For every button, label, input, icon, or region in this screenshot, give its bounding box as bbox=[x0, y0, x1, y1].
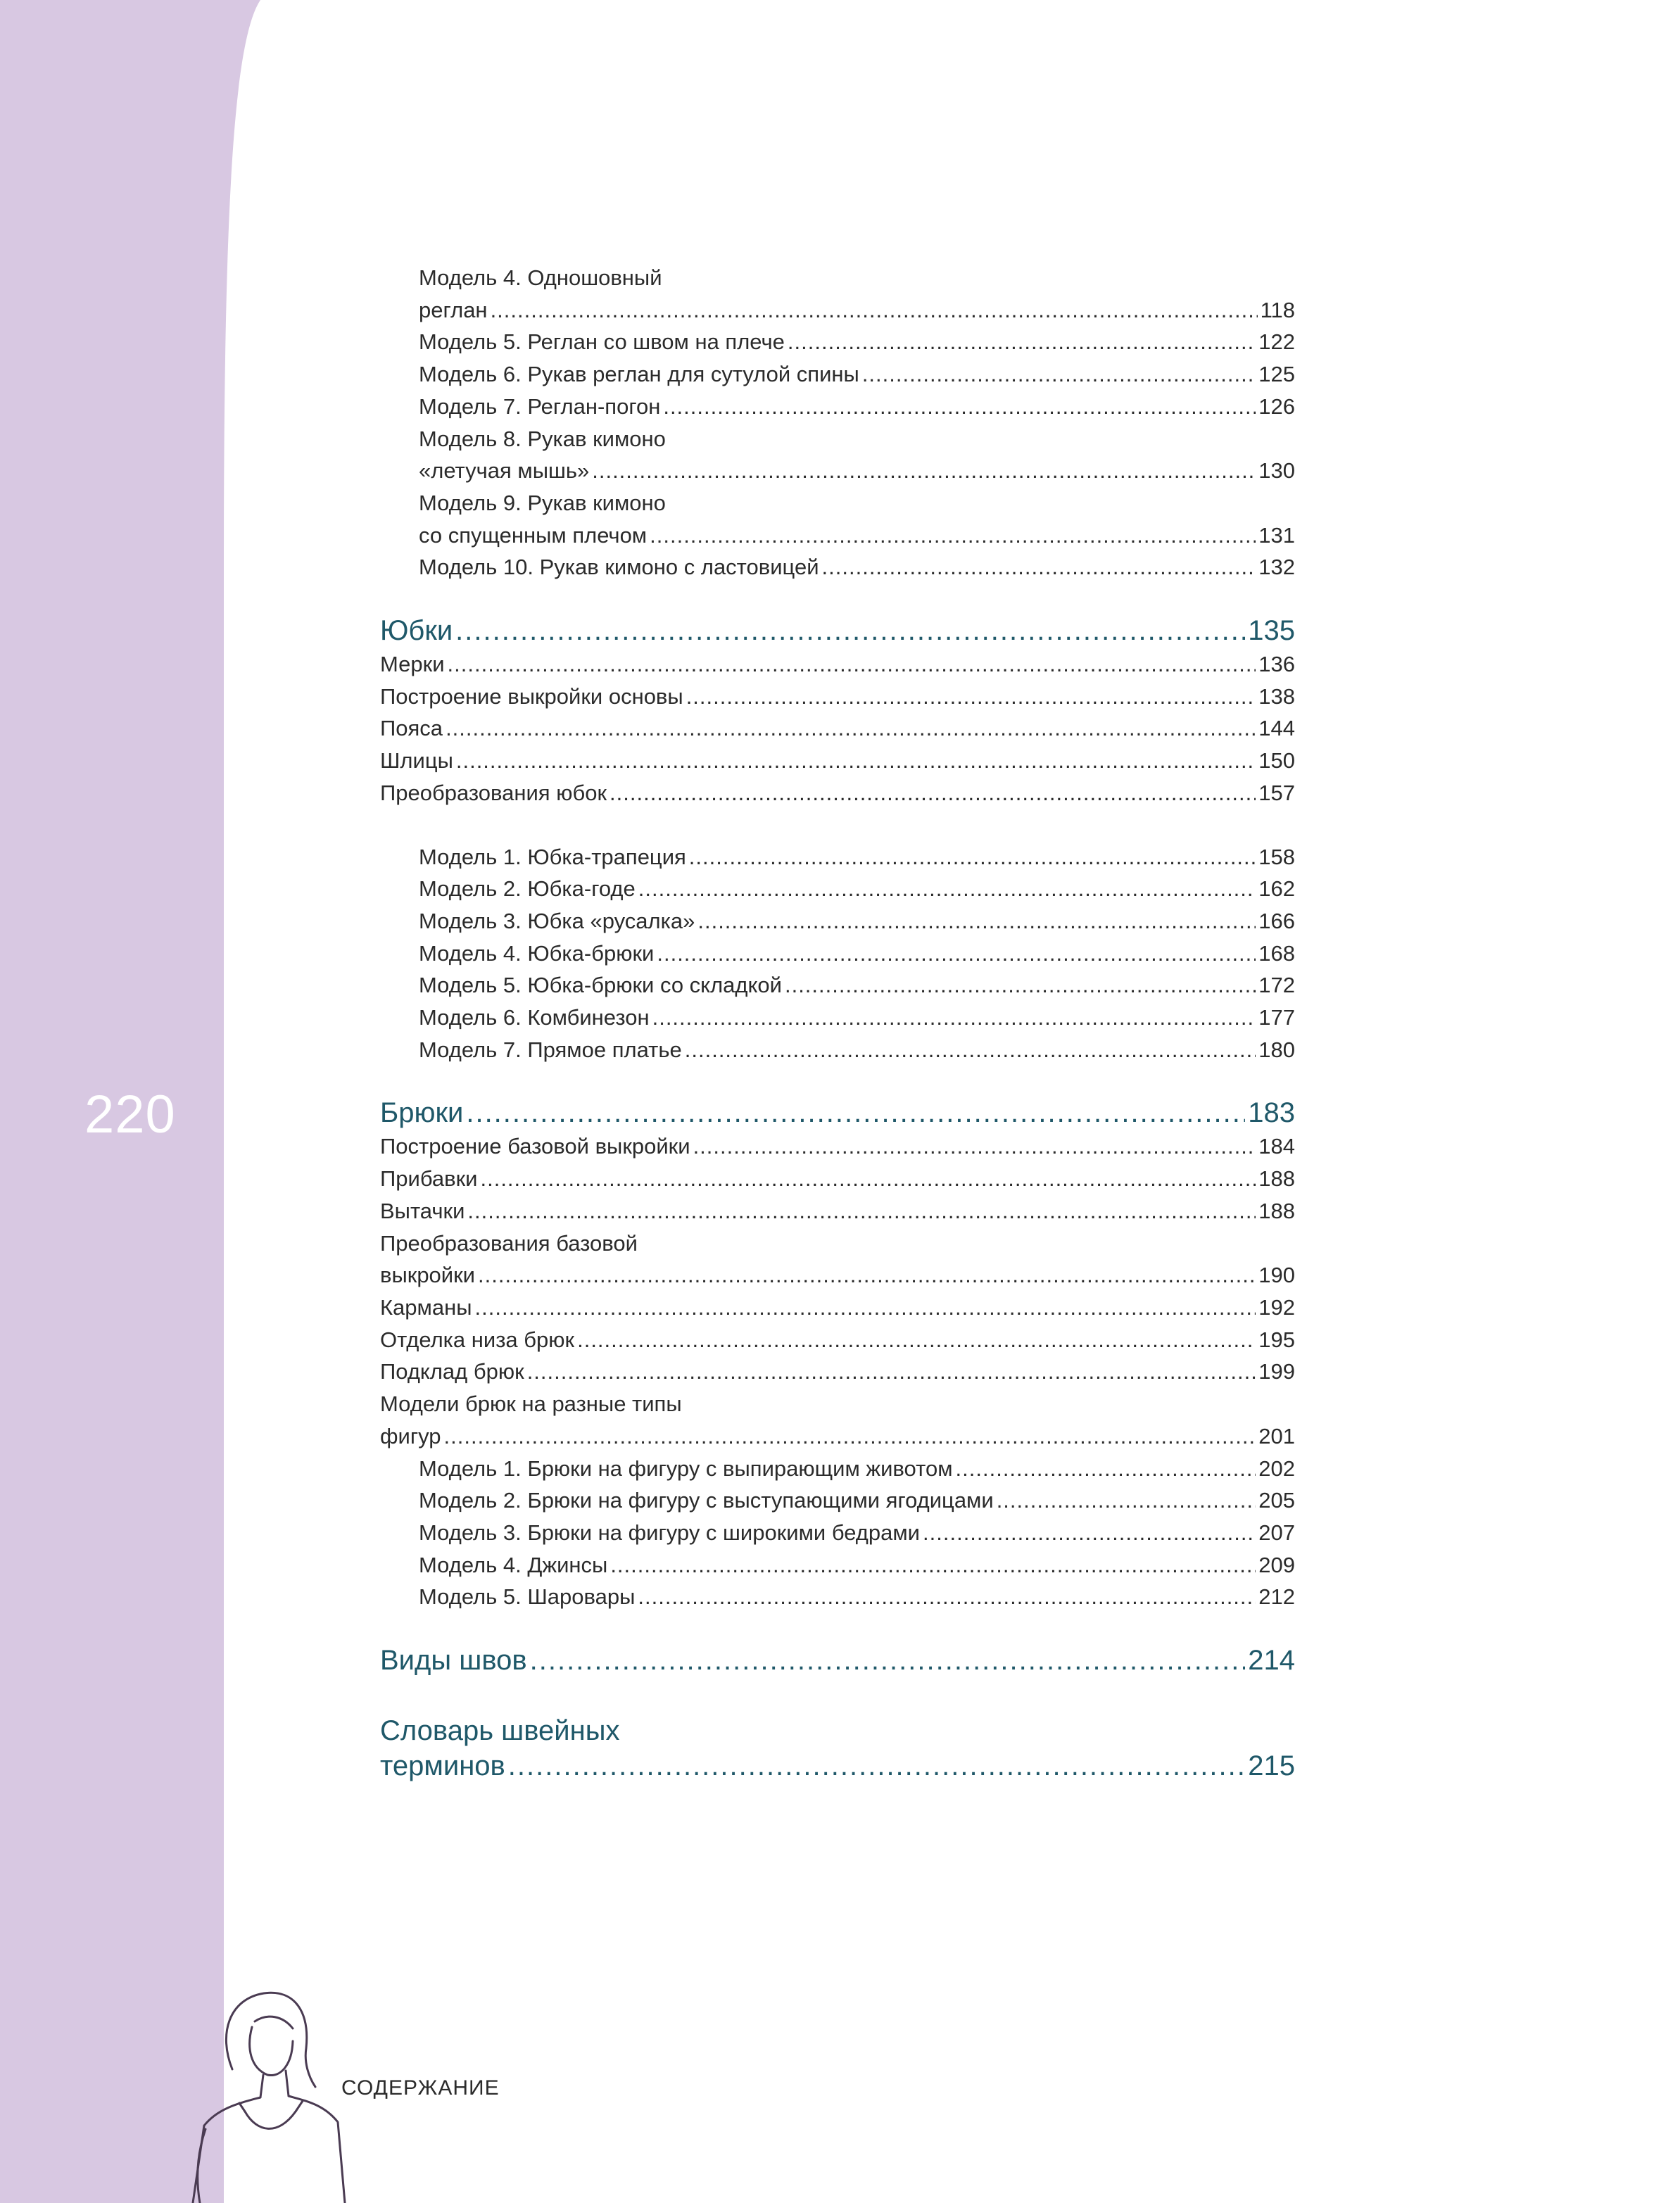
dot-leader bbox=[455, 613, 1245, 648]
dot-leader bbox=[466, 1095, 1245, 1130]
entry-text-line1: Модели брюк на разные типы bbox=[380, 1391, 682, 1417]
entry-text-line2: фигур bbox=[380, 1423, 441, 1448]
page-ref: 199 bbox=[1258, 1359, 1295, 1384]
toc-entry[interactable] bbox=[380, 1484, 1295, 1517]
toc-entry[interactable] bbox=[380, 487, 1295, 551]
page-ref: 192 bbox=[1258, 1294, 1295, 1320]
dot-leader bbox=[686, 681, 1256, 713]
page-ref: 135 bbox=[1248, 615, 1295, 647]
dot-leader bbox=[478, 1259, 1256, 1292]
section-title: Виды швов bbox=[380, 1645, 527, 1677]
page-ref: 126 bbox=[1258, 393, 1295, 419]
page-ref: 125 bbox=[1258, 362, 1295, 387]
toc-entry[interactable] bbox=[380, 262, 1295, 326]
dot-leader bbox=[475, 1292, 1256, 1324]
page-ref: 202 bbox=[1258, 1456, 1295, 1481]
toc-entry[interactable] bbox=[380, 1130, 1295, 1163]
entry-text: Построение базовой выкройки bbox=[380, 1134, 690, 1159]
dot-leader bbox=[685, 1034, 1256, 1066]
hair-outline bbox=[226, 1993, 315, 2087]
page-number: 220 bbox=[84, 1085, 176, 1144]
page-ref: 122 bbox=[1258, 329, 1295, 355]
entry-text: Мерки bbox=[380, 652, 445, 677]
page-ref: 136 bbox=[1258, 652, 1295, 677]
dot-leader bbox=[527, 1356, 1256, 1388]
dot-leader bbox=[822, 551, 1256, 583]
toc-entry[interactable] bbox=[380, 1227, 1295, 1292]
toc-entry[interactable] bbox=[380, 1034, 1295, 1066]
dot-leader bbox=[456, 745, 1256, 777]
dot-leader bbox=[638, 873, 1256, 905]
page-ref: 215 bbox=[1248, 1750, 1295, 1782]
toc-entry[interactable] bbox=[380, 1388, 1295, 1452]
page-ref: 138 bbox=[1258, 683, 1295, 709]
entry-text: Модель 6. Рукав реглан для сутулой спины bbox=[419, 362, 859, 387]
hair-strand bbox=[255, 2016, 293, 2028]
page-ref: 188 bbox=[1258, 1198, 1295, 1223]
dot-leader bbox=[997, 1484, 1256, 1517]
dot-leader bbox=[491, 294, 1258, 327]
page-ref: 132 bbox=[1258, 555, 1295, 580]
section-title-line2: терминов bbox=[380, 1750, 505, 1782]
page-ref: 188 bbox=[1258, 1166, 1295, 1192]
page-ref: 201 bbox=[1258, 1423, 1295, 1448]
page-ref: 184 bbox=[1258, 1134, 1295, 1159]
toc-entry[interactable] bbox=[380, 326, 1295, 358]
entry-text-line2: «летучая мышь» bbox=[419, 458, 590, 484]
entry-text: Модель 7. Реглан-погон bbox=[419, 393, 661, 419]
toc-entry[interactable] bbox=[380, 841, 1295, 873]
page-ref: 131 bbox=[1258, 522, 1295, 548]
toc-entry[interactable] bbox=[380, 551, 1295, 583]
table-of-contents bbox=[380, 262, 1295, 1784]
dot-leader bbox=[530, 1643, 1246, 1678]
entry-text: Модель 2. Брюки на фигуру с выступающими ягодицами bbox=[419, 1488, 994, 1513]
arm-left bbox=[198, 2129, 206, 2203]
dot-leader bbox=[467, 1195, 1256, 1227]
entry-text: Модель 1. Брюки на фигуру с выпирающим животом bbox=[419, 1456, 953, 1481]
entry-text: Модель 10. Рукав кимоно с ластовицей bbox=[419, 555, 819, 580]
shoulder-line-right bbox=[289, 2096, 345, 2203]
entry-text: Шлицы bbox=[380, 748, 453, 774]
toc-entry[interactable] bbox=[380, 938, 1295, 970]
entry-text: Модель 5. Реглан со швом на плече bbox=[419, 329, 785, 355]
dot-leader bbox=[697, 905, 1256, 938]
entry-text: Модель 2. Юбка-годе bbox=[419, 876, 636, 902]
entry-text: Модель 7. Прямое платье bbox=[419, 1037, 682, 1062]
dot-leader bbox=[577, 1324, 1256, 1356]
page-ref: 144 bbox=[1258, 716, 1295, 741]
strap-left bbox=[239, 2103, 245, 2112]
dot-leader bbox=[592, 455, 1256, 487]
toc-entry[interactable] bbox=[380, 873, 1295, 905]
page-ref: 205 bbox=[1258, 1488, 1295, 1513]
dot-leader bbox=[444, 1420, 1256, 1453]
toc-entry[interactable] bbox=[380, 1002, 1295, 1034]
toc-entry[interactable] bbox=[380, 1324, 1295, 1356]
entry-text: Построение выкройки основы bbox=[380, 683, 683, 709]
toc-entry[interactable] bbox=[380, 712, 1295, 745]
page-ref: 209 bbox=[1258, 1552, 1295, 1577]
dot-leader bbox=[652, 1002, 1256, 1034]
page-ref: 180 bbox=[1258, 1037, 1295, 1062]
toc-entry[interactable] bbox=[380, 391, 1295, 423]
toc-entry[interactable] bbox=[380, 1453, 1295, 1485]
page-ref: 150 bbox=[1258, 748, 1295, 774]
page-ref: 157 bbox=[1258, 780, 1295, 805]
dot-leader bbox=[508, 1748, 1245, 1784]
section-title: Брюки bbox=[380, 1097, 464, 1129]
toc-entry[interactable] bbox=[380, 905, 1295, 938]
toc-entry[interactable] bbox=[380, 1163, 1295, 1195]
toc-entry[interactable] bbox=[380, 1292, 1295, 1324]
page-ref: 162 bbox=[1258, 876, 1295, 902]
dot-leader bbox=[788, 326, 1256, 358]
dot-leader bbox=[923, 1517, 1256, 1549]
entry-text: Вытачки bbox=[380, 1198, 465, 1223]
page-ref: 118 bbox=[1260, 297, 1295, 322]
toc-entry[interactable] bbox=[380, 648, 1295, 681]
page-ref: 183 bbox=[1248, 1097, 1295, 1129]
toc-entry[interactable] bbox=[380, 423, 1295, 487]
entry-text: Модель 5. Юбка-брюки со складкой bbox=[419, 973, 782, 998]
toc-entry[interactable] bbox=[380, 745, 1295, 777]
page-ref: 172 bbox=[1258, 973, 1295, 998]
page-ref: 158 bbox=[1258, 844, 1295, 869]
entry-text: Модель 4. Джинсы bbox=[419, 1552, 608, 1577]
section-heading-seams[interactable] bbox=[380, 1643, 1295, 1678]
dot-leader bbox=[610, 1549, 1256, 1582]
entry-text: Модель 3. Брюки на фигуру с широкими бедрами bbox=[419, 1520, 921, 1545]
entry-text: Прибавки bbox=[380, 1166, 478, 1192]
dot-leader bbox=[446, 712, 1256, 745]
page-ref: 214 bbox=[1248, 1645, 1295, 1677]
dot-leader bbox=[693, 1130, 1256, 1163]
section-footer-title: СОДЕРЖАНИЕ bbox=[341, 2076, 500, 2100]
page-ref: 166 bbox=[1258, 908, 1295, 933]
toc-entry[interactable] bbox=[380, 1517, 1295, 1549]
toc-entry[interactable] bbox=[380, 777, 1295, 809]
entry-text-line1: Модель 9. Рукав кимоно bbox=[419, 490, 666, 515]
dot-leader bbox=[663, 391, 1256, 423]
dot-leader bbox=[650, 519, 1256, 552]
toc-entry[interactable] bbox=[380, 358, 1295, 391]
entry-text: Отделка низа брюк bbox=[380, 1327, 575, 1352]
woman-figure-illustration bbox=[190, 1985, 359, 2203]
entry-text: Модель 5. Шаровары bbox=[419, 1584, 636, 1610]
section-heading-skirts[interactable] bbox=[380, 613, 1295, 648]
section-title: Юбки bbox=[380, 615, 453, 647]
page-ref: 190 bbox=[1258, 1263, 1295, 1288]
page-ref: 195 bbox=[1258, 1327, 1295, 1352]
dot-leader bbox=[480, 1163, 1256, 1195]
section-heading-trousers[interactable] bbox=[380, 1095, 1295, 1130]
toc-entry[interactable] bbox=[380, 1195, 1295, 1227]
page-ref: 207 bbox=[1258, 1520, 1295, 1545]
entry-text: Модель 1. Юбка-трапеция bbox=[419, 844, 686, 869]
section-title-line1: Словарь швейных bbox=[380, 1715, 620, 1747]
entry-text-line2: реглан bbox=[419, 297, 488, 322]
entry-text: Модель 6. Комбинезон bbox=[419, 1005, 650, 1030]
dot-leader bbox=[638, 1581, 1256, 1613]
page-ref: 212 bbox=[1258, 1584, 1295, 1610]
toc-entry[interactable] bbox=[380, 1581, 1295, 1613]
dot-leader bbox=[956, 1453, 1256, 1485]
entry-text: Модель 4. Юбка-брюки bbox=[419, 940, 655, 966]
page-ref: 130 bbox=[1258, 458, 1295, 484]
dot-leader bbox=[657, 938, 1256, 970]
strap-right bbox=[296, 2101, 303, 2112]
entry-text-line2: выкройки bbox=[380, 1263, 475, 1288]
toc-entry[interactable] bbox=[380, 1356, 1295, 1388]
dot-leader bbox=[448, 648, 1256, 681]
dot-leader bbox=[785, 969, 1256, 1002]
shoulder-line bbox=[193, 2097, 260, 2203]
neckline bbox=[245, 2112, 296, 2128]
entry-text: Подклад брюк bbox=[380, 1359, 524, 1384]
dot-leader bbox=[689, 841, 1256, 873]
toc-entry[interactable] bbox=[380, 681, 1295, 713]
section-heading-glossary[interactable] bbox=[380, 1713, 1295, 1784]
toc-entry[interactable] bbox=[380, 1549, 1295, 1582]
page-ref: 168 bbox=[1258, 940, 1295, 966]
entry-text: Карманы bbox=[380, 1294, 472, 1320]
entry-text: Преобразования юбок bbox=[380, 780, 607, 805]
dot-leader bbox=[610, 777, 1256, 809]
entry-text-line1: Модель 8. Рукав кимоно bbox=[419, 426, 666, 451]
entry-text: Пояса bbox=[380, 716, 443, 741]
entry-text-line1: Преобразования базовой bbox=[380, 1230, 638, 1256]
dot-leader bbox=[862, 358, 1256, 391]
toc-entry[interactable] bbox=[380, 969, 1295, 1002]
face-outline bbox=[250, 2027, 293, 2076]
entry-text-line2: со спущенным плечом bbox=[419, 522, 648, 548]
entry-text-line1: Модель 4. Одношовный bbox=[419, 265, 662, 290]
page-ref: 177 bbox=[1258, 1005, 1295, 1030]
entry-text: Модель 3. Юбка «русалка» bbox=[419, 908, 695, 933]
